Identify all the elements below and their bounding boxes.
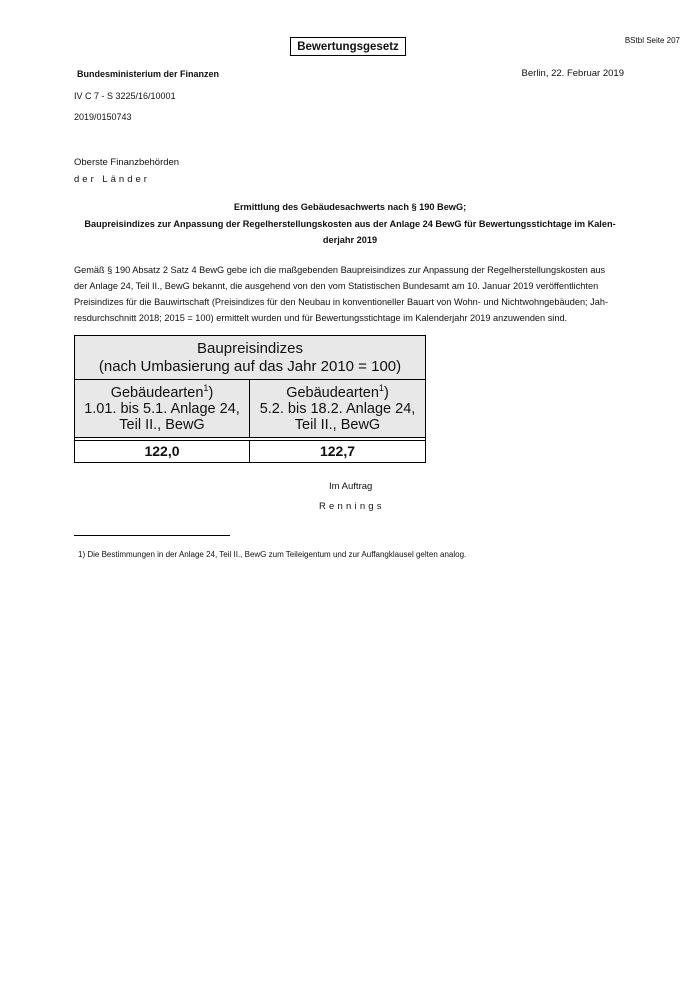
addressee-line-1: Oberste Finanzbehörden: [74, 157, 180, 168]
table-column-headers: [75, 380, 425, 438]
place-date: Berlin, 22. Februar 2019: [521, 68, 624, 79]
column-label: Gebäudearten: [286, 385, 379, 401]
reference-number: IV C 7 - S 3225/16/10001: [74, 91, 176, 101]
signature-line-1: Im Auftrag: [329, 481, 373, 492]
column-header-label: Gebäudearten$^1$): [110, 383, 214, 401]
column-header-line-3: Teil II., BewG: [294, 417, 381, 433]
price-index-table: [74, 335, 426, 463]
document-number: 2019/0150743: [74, 112, 132, 122]
section-tag: Bewertungsgesetz: [290, 37, 406, 56]
column-header-2: [250, 380, 425, 437]
table-title-line-2: (nach Umbasierung auf das Jahr 2010 = 100): [98, 358, 402, 375]
signature-name: Rennings: [319, 501, 385, 512]
page-reference: BStbl Seite 207: [624, 36, 680, 45]
column-header-line-2: 5.2. bis 18.2. Anlage 24,: [259, 401, 416, 417]
footnote-divider: [74, 535, 230, 536]
paragraph-line: Gemäß § 190 Absatz 2 Satz 4 BewG gebe ich die maßgebenden Baupreisindizes zur Anpassung der Regelherstellungskosten aus: [74, 265, 606, 275]
column-header-label: Gebäudearten$^1$): [286, 383, 389, 401]
column-header-line-3: Teil II., BewG: [119, 417, 205, 433]
ministry-name: Bundesministerium der Finanzen: [77, 69, 220, 79]
index-value-2: 122,7: [319, 443, 356, 459]
table-title: [75, 336, 425, 380]
title-line-1: Ermittlung des Gebäudesachwerts nach § 190 BewG;: [233, 202, 467, 212]
footnote: 1) Die Bestimmungen in der Anlage 24, Teil II., BewG zum Teileigentum und zur Auffangklausel gelten analog.: [78, 550, 467, 559]
addressee-line-2: der Länder: [74, 174, 150, 185]
title-line-3: derjahr 2019: [322, 235, 378, 245]
table-title-line-1: Baupreisindizes: [197, 340, 303, 357]
index-value-1: 122,0: [75, 441, 250, 462]
column-label: Gebäudearten: [110, 385, 204, 401]
title-line-2: Baupreisindizes zur Anpassung der Regelherstellungskosten aus der Anlage 24 BewG für Bewertungsstichtage im Kalen-: [84, 219, 616, 229]
column-header-1: [75, 380, 250, 437]
footnote-mark: 1: [378, 383, 384, 394]
column-header-line-2: 1.01. bis 5.1. Anlage 24,: [84, 401, 240, 417]
paragraph-line: Preisindizes für die Bauwirtschaft (Preisindizes für den Neubau in konventioneller Bauart von Wohn- und Nichtwohngebäuden; Jah-: [74, 297, 609, 307]
footnote-mark: 1: [203, 383, 209, 394]
paragraph-line: der Anlage 24, Teil II., BewG bekannt, die ausgehend von den vom Statistischen Bundesamt am 10. Januar 2019 veröffentlichten: [74, 281, 599, 291]
paragraph-line: resdurchschnitt 2018; 2015 = 100) ermittelt wurden und für Bewertungsstichtage im Kalenderjahr 2019 anzuwenden sind.: [74, 313, 568, 323]
